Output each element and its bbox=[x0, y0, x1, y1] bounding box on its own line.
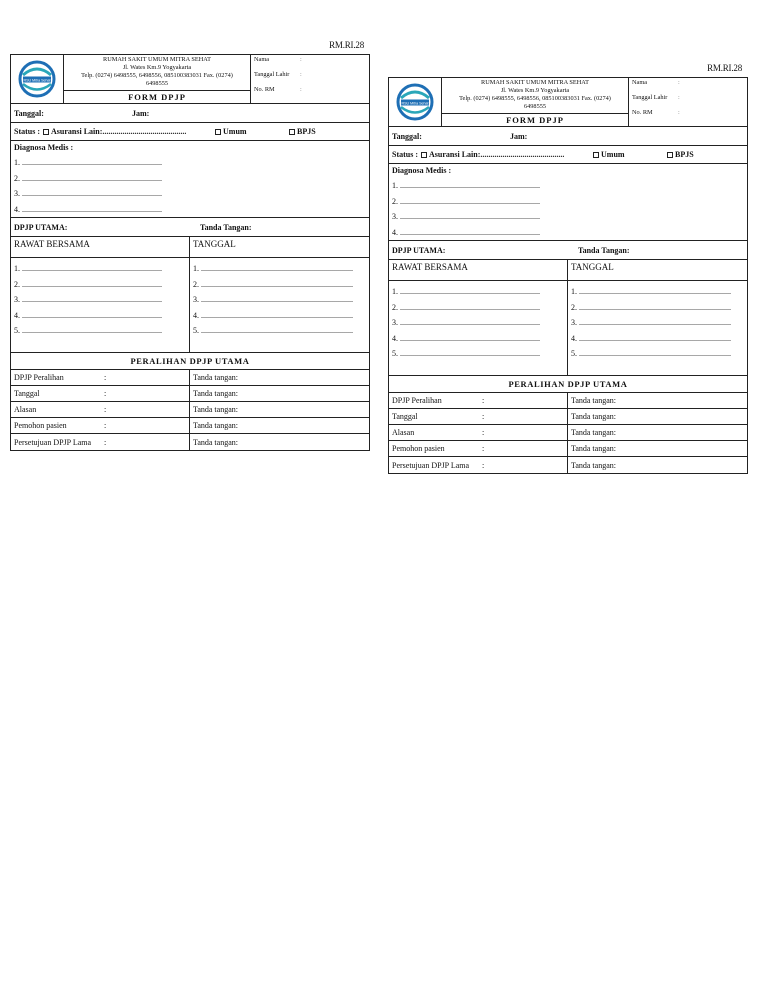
status-bpjs-option[interactable]: BPJS bbox=[667, 150, 694, 159]
status-row bbox=[11, 123, 369, 141]
rawat-bersama-line[interactable]: 2. ...................................................................... bbox=[14, 279, 162, 289]
diagnosa-label: Diagnosa Medis : bbox=[14, 143, 74, 152]
peralihan-row bbox=[11, 370, 369, 386]
hospital-phone: Telp. (0274) 6498555, 6498556, 085100383031 Fax. (0274) bbox=[81, 72, 233, 79]
peralihan-row-label: DPJP Peralihan bbox=[14, 373, 64, 382]
rawat-bersama-header bbox=[11, 237, 369, 258]
tanggal-line[interactable]: 2. ............................................................................ bbox=[571, 302, 731, 312]
peralihan-row bbox=[11, 418, 369, 434]
peralihan-row-field[interactable]: : bbox=[104, 405, 107, 414]
rawat-bersama-header bbox=[389, 260, 747, 281]
hospital-name: RUMAH SAKIT UMUM MITRA SEHAT bbox=[103, 56, 211, 63]
peralihan-row-label: DPJP Peralihan bbox=[392, 396, 442, 405]
status-bpjs-option[interactable]: BPJS bbox=[289, 127, 316, 136]
diagnosa-line[interactable]: 3. ...................................................................... bbox=[392, 212, 540, 221]
patient-identity-block bbox=[629, 78, 747, 126]
rawat-bersama-line[interactable]: 5. ...................................................................... bbox=[14, 326, 162, 336]
status-umum-option[interactable]: Umum bbox=[593, 150, 667, 159]
rawat-bersama-line[interactable]: 3. ...................................................................... bbox=[14, 295, 162, 305]
hospital-logo bbox=[11, 55, 64, 103]
form-header bbox=[389, 78, 747, 127]
peralihan-row-label: Pemohon pasien bbox=[14, 421, 67, 430]
peralihan-row-label: Tanggal bbox=[14, 389, 40, 398]
hospital-info-block bbox=[64, 55, 251, 103]
tanggal-line[interactable]: 1. ............................................................................ bbox=[193, 264, 353, 273]
peralihan-row bbox=[11, 434, 369, 450]
peralihan-signature-field[interactable]: Tanda tangan: bbox=[571, 396, 616, 405]
peralihan-signature-field[interactable]: Tanda tangan: bbox=[571, 460, 616, 470]
hospital-address: Jl. Wates Km.9 Yogyakarta bbox=[500, 87, 570, 94]
peralihan-signature-field[interactable]: Tanda tangan: bbox=[193, 421, 238, 430]
status-label: Status : bbox=[14, 127, 41, 136]
patient-rm-field[interactable]: : bbox=[678, 109, 680, 116]
diagnosa-line[interactable]: 1. ...................................................................... bbox=[392, 181, 540, 190]
peralihan-row bbox=[11, 402, 369, 418]
tanggal-line[interactable]: 2. ............................................................................ bbox=[193, 279, 353, 289]
rawat-bersama-line[interactable]: 4. ...................................................................... bbox=[392, 333, 540, 343]
form-title: FORM DPJP bbox=[64, 90, 250, 103]
hospital-info-block bbox=[442, 78, 629, 126]
peralihan-row bbox=[389, 425, 747, 441]
diagnosa-line[interactable]: 2. ...................................................................... bbox=[14, 173, 162, 183]
peralihan-title: PERALIHAN DPJP UTAMA bbox=[11, 353, 369, 370]
dpjp-form-sheet bbox=[10, 54, 370, 451]
hospital-phone: Telp. (0274) 6498555, 6498556, 085100383031 Fax. (0274) bbox=[459, 95, 611, 102]
document-code: RM.RI.28 bbox=[707, 63, 742, 73]
patient-dob-label: Tanggal Lahir bbox=[254, 71, 290, 78]
rawat-bersama-line[interactable]: 1. ...................................................................... bbox=[392, 287, 540, 296]
peralihan-row-field[interactable]: : bbox=[104, 437, 107, 447]
peralihan-row-label: Pemohon pasien bbox=[392, 444, 445, 453]
peralihan-signature-field[interactable]: Tanda tangan: bbox=[193, 389, 238, 398]
rawat-bersama-body bbox=[389, 281, 747, 376]
hospital-fax: 6498555 bbox=[523, 103, 547, 110]
jam-label: Jam: bbox=[510, 131, 528, 141]
patient-rm-label: No. RM bbox=[254, 86, 275, 93]
peralihan-row-field[interactable]: : bbox=[482, 444, 485, 453]
peralihan-row bbox=[389, 457, 747, 473]
hospital-name: RUMAH SAKIT UMUM MITRA SEHAT bbox=[481, 79, 589, 86]
jam-label: Jam: bbox=[132, 108, 150, 118]
peralihan-row-field[interactable]: : bbox=[482, 428, 485, 437]
rawat-bersama-body bbox=[11, 258, 369, 353]
diagnosa-line[interactable]: 2. ...................................................................... bbox=[392, 196, 540, 206]
status-asuransi-option[interactable]: Asuransi Lain:.......................................... bbox=[43, 127, 215, 136]
dpjp-utama-label: DPJP UTAMA: bbox=[14, 222, 68, 232]
peralihan-row-label: Persetujuan DPJP Lama bbox=[14, 437, 92, 447]
hospital-address: Jl. Wates Km.9 Yogyakarta bbox=[122, 64, 192, 71]
svg-text:RSU Mitra Sehat: RSU Mitra Sehat bbox=[23, 78, 51, 83]
diagnosa-section bbox=[11, 141, 369, 218]
status-umum-option[interactable]: Umum bbox=[215, 127, 289, 136]
rawat-bersama-line[interactable]: 5. ...................................................................... bbox=[392, 349, 540, 359]
patient-name-field[interactable]: : bbox=[300, 56, 302, 63]
hospital-logo bbox=[389, 78, 442, 126]
peralihan-row-label: Persetujuan DPJP Lama bbox=[392, 460, 470, 470]
tanggal-line[interactable]: 1. ............................................................................ bbox=[571, 287, 731, 296]
hospital-logo-icon bbox=[395, 82, 435, 122]
peralihan-row-label: Tanggal bbox=[392, 412, 418, 421]
document-code: RM.RI.28 bbox=[329, 40, 364, 50]
tanggal-column-label: TANGGAL bbox=[571, 262, 614, 272]
peralihan-row bbox=[389, 409, 747, 425]
patient-name-label: Nama bbox=[254, 56, 270, 63]
patient-name-label: Nama bbox=[632, 79, 648, 86]
dpjp-form-sheet bbox=[388, 77, 748, 474]
tanggal-line[interactable]: 4. ............................................................................ bbox=[571, 333, 731, 343]
hospital-fax: 6498555 bbox=[145, 80, 169, 87]
peralihan-title: PERALIHAN DPJP UTAMA bbox=[389, 376, 747, 393]
patient-rm-field[interactable]: : bbox=[300, 86, 302, 93]
peralihan-signature-field[interactable]: Tanda tangan: bbox=[571, 412, 616, 421]
tanggal-line[interactable]: 3. ............................................................................ bbox=[571, 318, 731, 328]
dpjp-utama-row bbox=[389, 241, 747, 260]
peralihan-row bbox=[11, 386, 369, 402]
tanda-tangan-label: Tanda Tangan: bbox=[578, 245, 630, 255]
tanggal-label: Tanggal: bbox=[14, 108, 44, 118]
rawat-bersama-line[interactable]: 2. ...................................................................... bbox=[392, 302, 540, 312]
peralihan-table bbox=[11, 370, 369, 450]
peralihan-signature-field[interactable]: Tanda tangan: bbox=[193, 373, 238, 382]
status-row bbox=[389, 146, 747, 164]
peralihan-signature-field[interactable]: Tanda tangan: bbox=[571, 428, 616, 437]
tanggal-column-label: TANGGAL bbox=[193, 239, 236, 249]
peralihan-signature-field[interactable]: Tanda tangan: bbox=[193, 405, 238, 414]
checkbox-icon bbox=[215, 129, 221, 135]
peralihan-signature-field[interactable]: Tanda tangan: bbox=[571, 444, 616, 453]
peralihan-row bbox=[389, 393, 747, 409]
form-title: FORM DPJP bbox=[442, 113, 628, 126]
peralihan-row-field[interactable]: : bbox=[482, 396, 485, 405]
peralihan-row-field[interactable]: : bbox=[104, 421, 107, 430]
peralihan-row-label: Alasan bbox=[14, 405, 37, 414]
patient-rm-label: No. RM bbox=[632, 109, 653, 116]
rawat-bersama-label: RAWAT BERSAMA bbox=[389, 260, 568, 280]
checkbox-icon bbox=[289, 129, 295, 135]
peralihan-row-label: Alasan bbox=[392, 428, 415, 437]
peralihan-row-field[interactable]: : bbox=[482, 460, 485, 470]
date-time-row bbox=[11, 104, 369, 123]
rawat-bersama-line[interactable]: 3. ...................................................................... bbox=[392, 318, 540, 328]
tanggal-line[interactable]: 4. ............................................................................ bbox=[193, 310, 353, 320]
diagnosa-line[interactable]: 4. ...................................................................... bbox=[14, 204, 162, 214]
tanggal-line[interactable]: 5. ............................................................................ bbox=[571, 349, 731, 359]
checkbox-icon bbox=[593, 152, 599, 158]
checkbox-icon bbox=[43, 129, 49, 135]
patient-dob-field[interactable]: : bbox=[678, 94, 680, 101]
peralihan-signature-field[interactable]: Tanda tangan: bbox=[193, 437, 238, 447]
tanggal-label: Tanggal: bbox=[392, 131, 422, 141]
diagnosa-section bbox=[389, 164, 747, 241]
dpjp-utama-row bbox=[11, 218, 369, 237]
dpjp-utama-label: DPJP UTAMA: bbox=[392, 245, 446, 255]
checkbox-icon bbox=[667, 152, 673, 158]
peralihan-row-field[interactable]: : bbox=[104, 373, 107, 382]
tanda-tangan-label: Tanda Tangan: bbox=[200, 222, 252, 232]
svg-text:RSU Mitra Sehat: RSU Mitra Sehat bbox=[401, 101, 429, 106]
peralihan-row bbox=[389, 441, 747, 457]
patient-dob-field[interactable]: : bbox=[300, 71, 302, 78]
tanggal-line[interactable]: 3. ............................................................................ bbox=[193, 295, 353, 305]
status-label: Status : bbox=[392, 150, 419, 159]
diagnosa-line[interactable]: 3. ...................................................................... bbox=[14, 189, 162, 198]
checkbox-icon bbox=[421, 152, 427, 158]
rawat-bersama-line[interactable]: 4. ...................................................................... bbox=[14, 310, 162, 320]
rawat-bersama-label: RAWAT BERSAMA bbox=[11, 237, 190, 257]
status-asuransi-option[interactable]: Asuransi Lain:.......................................... bbox=[421, 150, 593, 159]
diagnosa-label: Diagnosa Medis : bbox=[392, 166, 452, 175]
peralihan-row-field[interactable]: : bbox=[482, 412, 485, 421]
hospital-logo-icon bbox=[17, 59, 57, 99]
diagnosa-line[interactable]: 1. ...................................................................... bbox=[14, 158, 162, 167]
rawat-bersama-line[interactable]: 1. ...................................................................... bbox=[14, 264, 162, 273]
peralihan-table bbox=[389, 393, 747, 473]
peralihan-row-field[interactable]: : bbox=[104, 389, 107, 398]
patient-identity-block bbox=[251, 55, 369, 103]
date-time-row bbox=[389, 127, 747, 146]
diagnosa-line[interactable]: 4. ...................................................................... bbox=[392, 227, 540, 237]
patient-dob-label: Tanggal Lahir bbox=[632, 94, 668, 101]
patient-name-field[interactable]: : bbox=[678, 79, 680, 86]
tanggal-line[interactable]: 5. ............................................................................ bbox=[193, 326, 353, 336]
form-header bbox=[11, 55, 369, 104]
